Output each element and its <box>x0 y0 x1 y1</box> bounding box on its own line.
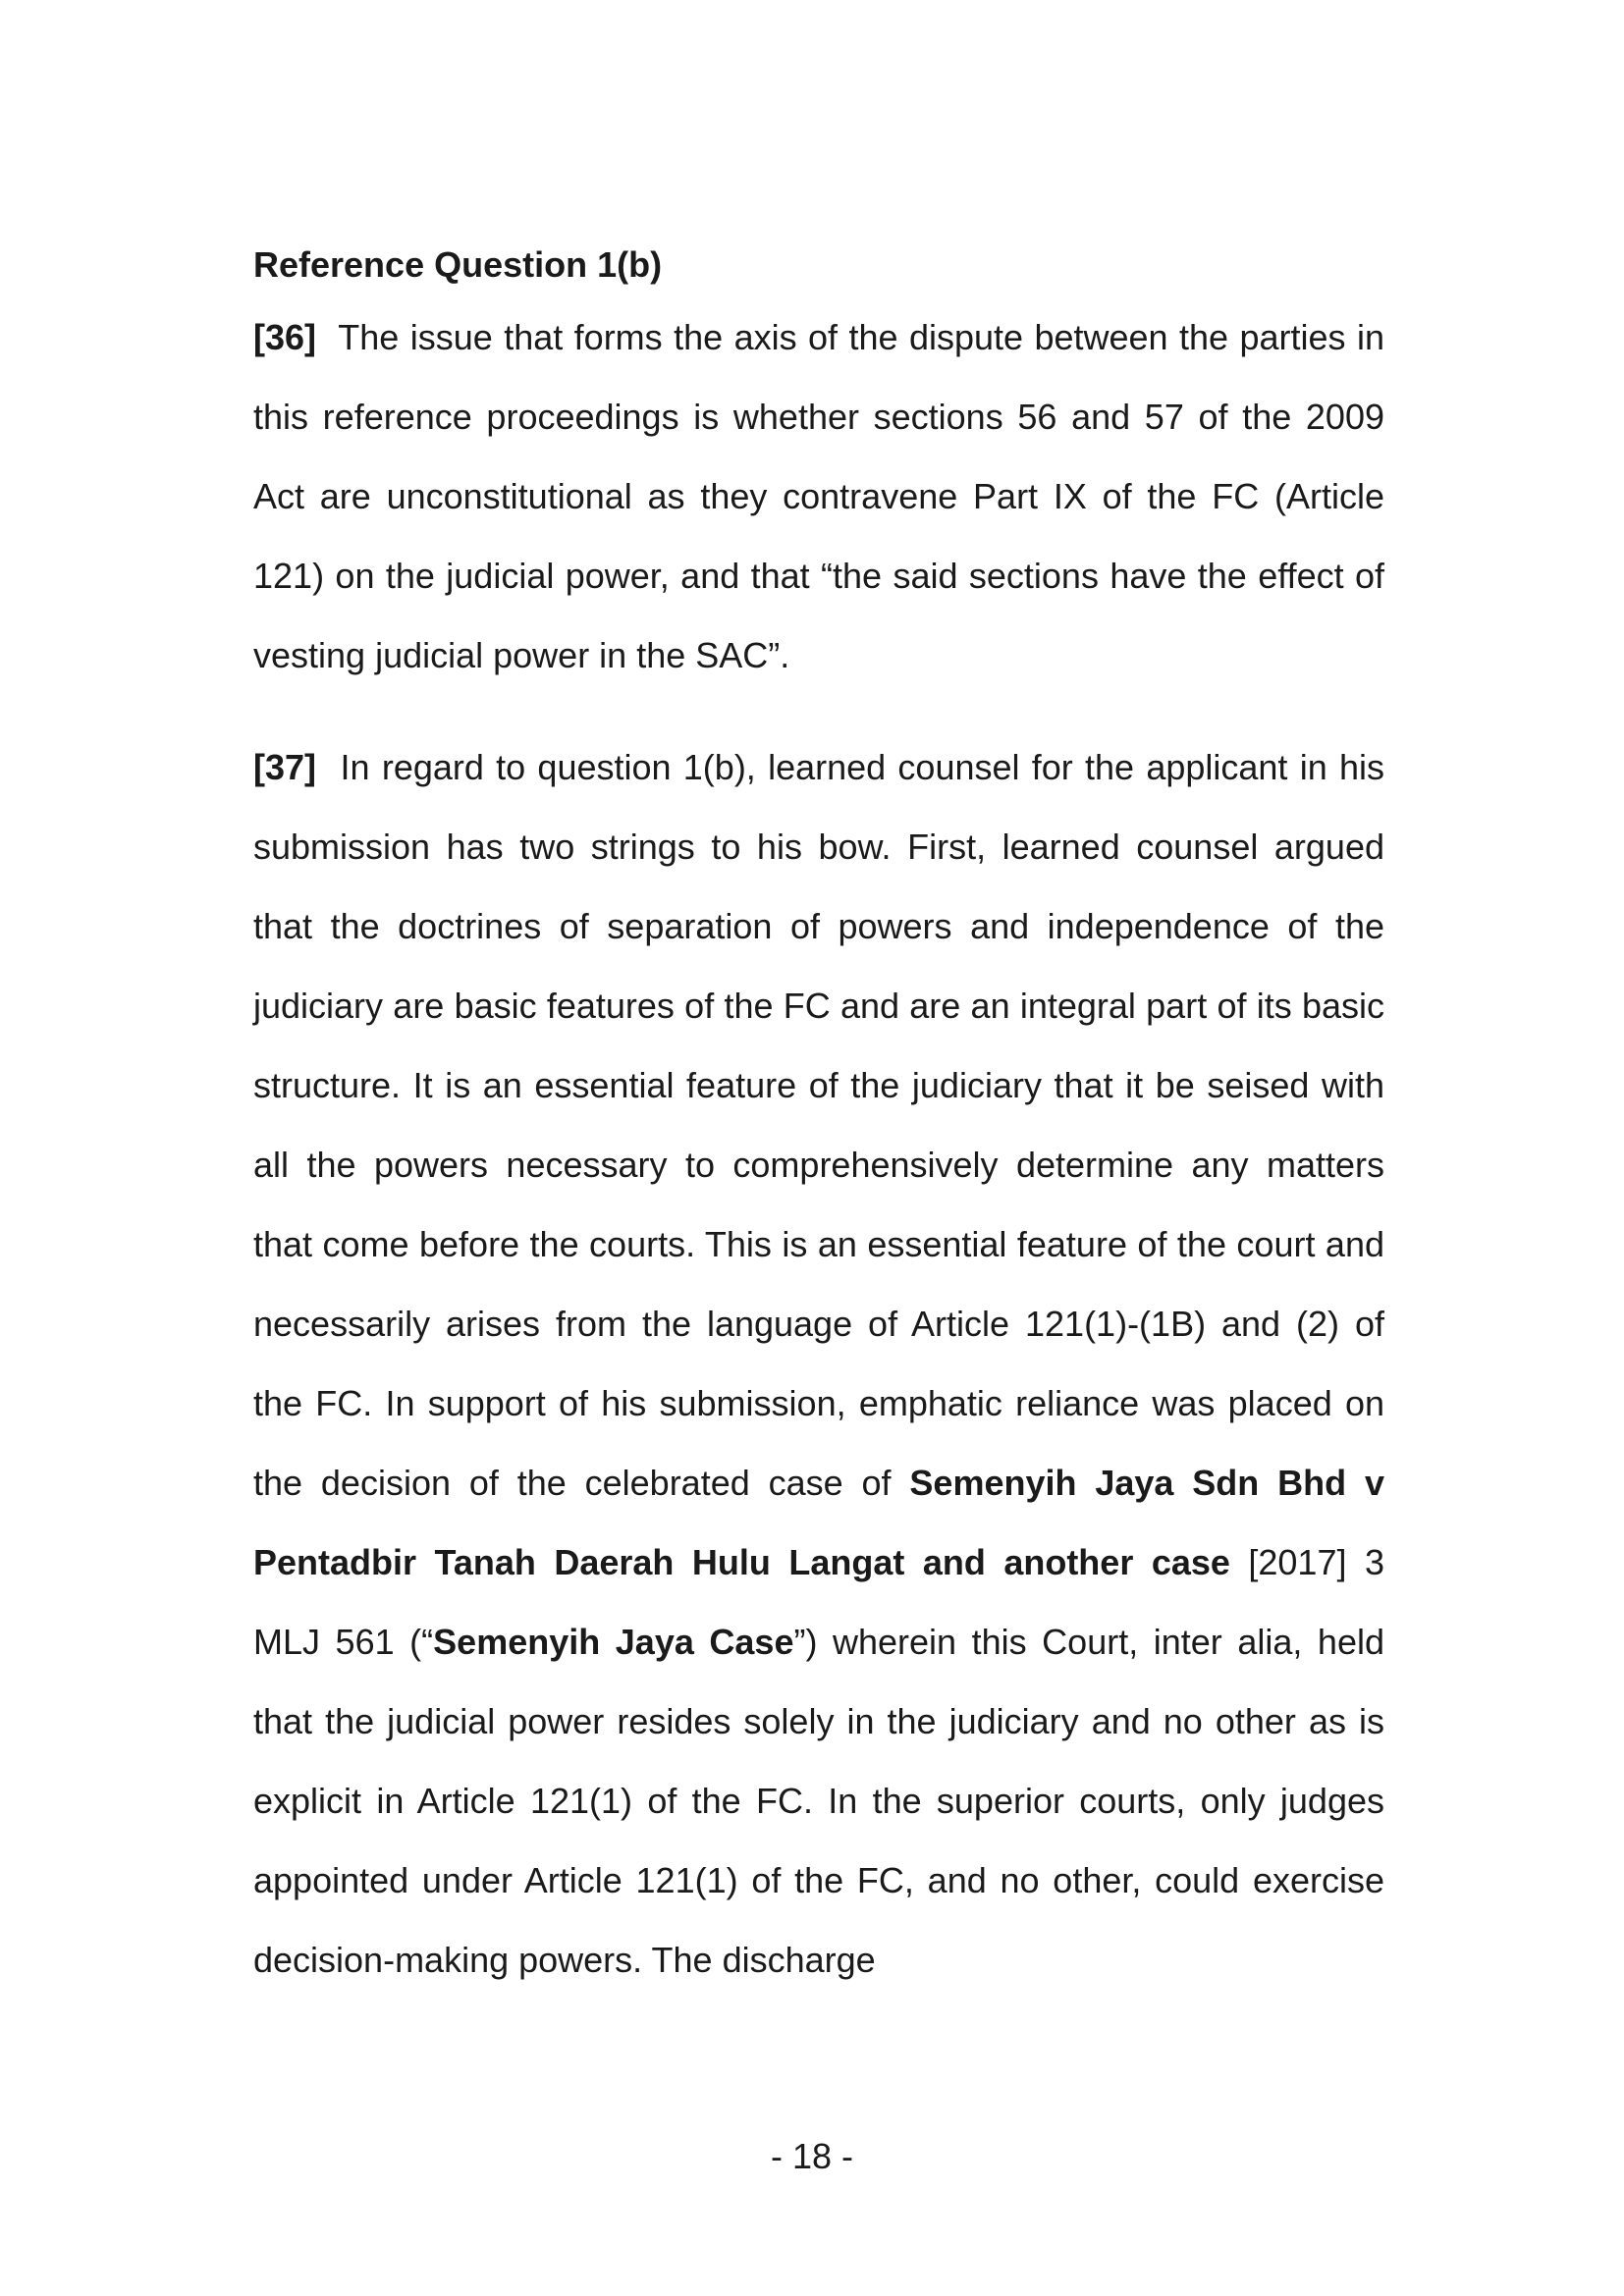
paragraph-text: The issue that forms the axis of the dispute between the parties in this reference proceedings is whether sections 56 and 57 of the 2009 Act are unconstitutional as they contravene Part IX of the FC (Article 121) on the judicial power, and that “the said sections have the effect of vesting judicial power in the SAC”. <box>253 317 1384 675</box>
case-citation: Semenyih Jaya Sdn Bhd v Pentadbir Tanah Daerah Hulu Langat and another case <box>253 1463 1384 1582</box>
paragraph-36 <box>253 297 1384 695</box>
paragraph-text: In regard to question 1(b), learned counsel for the applicant in his submission has two strings to his bow. First, learned counsel argued that the doctrines of separation of powers and independence of the judiciary are basic features of the FC and are an integral part of its basic structure. It is an essential feature of the judiciary that it be seised with all the powers necessary to comprehensively determine any matters that come before the courts. This is an essential feature of the court and necessarily arises from the language of Article 121(1)-(1B) and (2) of the FC. In support of his submission, emphatic reliance was placed on the decision of the celebrated case of <box>253 747 1384 1503</box>
document-body <box>253 233 1384 2000</box>
section-heading: Reference Question 1(b) <box>253 244 663 285</box>
paragraph-37 <box>253 727 1384 2000</box>
page-number: - 18 - <box>770 2136 854 2176</box>
paragraph-number: [36] <box>253 317 317 357</box>
case-short-name: Semenyih Jaya Case <box>433 1622 794 1662</box>
paragraph-text: ”) wherein this Court, inter alia, held that the judicial power resides solely in the judiciary and no other as is explicit in Article 121(1) of the FC. In the superior courts, only judges appointed under Article 121(1) of the FC, and no other, could exercise decision-making powers. The discharge <box>253 1622 1384 1980</box>
paragraph-number: [37] <box>253 747 317 787</box>
paragraph-text: [2017] 3 MLJ 561 (“ <box>253 1542 1384 1662</box>
